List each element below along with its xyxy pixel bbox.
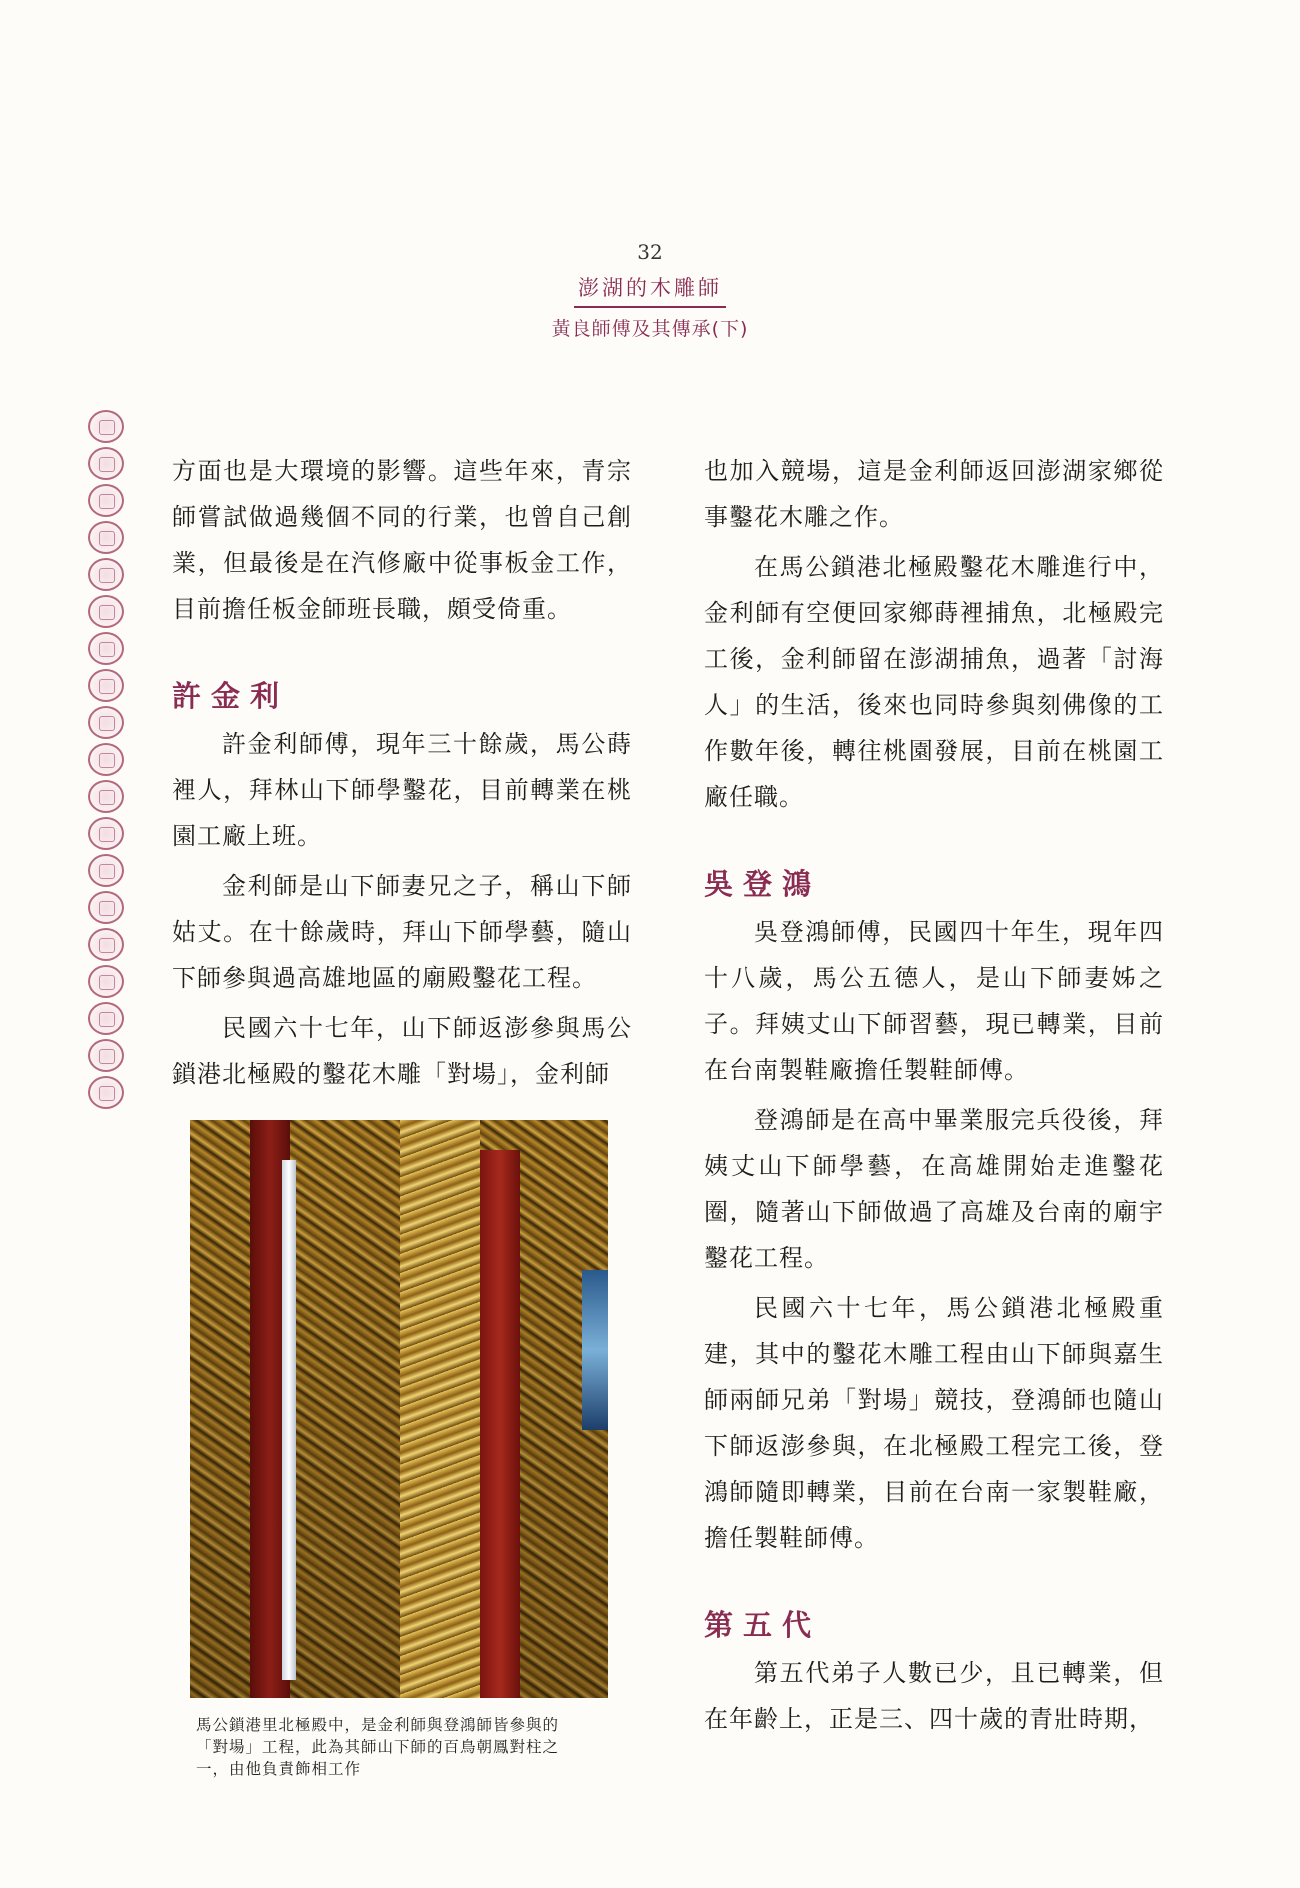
paragraph: 民國六十七年，山下師返澎參與馬公鎖港北極殿的鑿花木雕「對場」，金利師 bbox=[172, 1014, 632, 1088]
seal-icon bbox=[88, 928, 124, 961]
page-number: 32 bbox=[637, 240, 663, 264]
seal-icon bbox=[88, 521, 124, 554]
decorative-seal-strip bbox=[88, 410, 128, 1113]
chapter-title: 黃良師傅及其傳承(下) bbox=[551, 318, 749, 340]
seal-icon bbox=[88, 817, 124, 850]
seal-icon bbox=[88, 484, 124, 517]
seal-icon bbox=[88, 780, 124, 813]
paragraph: 方面也是大環境的影響。這些年來，青宗師嘗試做過幾個不同的行業，也曾自己創業，但最後是在汽修廠中從事板金工作，目前擔任板金師班長職，頗受倚重。 bbox=[172, 457, 632, 623]
section-heading-wu-denghong: 吳登鴻 bbox=[704, 867, 822, 901]
paragraph: 金利師是山下師妻兄之子，稱山下師姑丈。在十餘歲時，拜山下師學藝，隨山下師參與過高雄地區的廟殿鑿花工程。 bbox=[172, 872, 632, 992]
seal-icon bbox=[88, 854, 124, 887]
photo-white-strip bbox=[282, 1160, 296, 1680]
seal-icon bbox=[88, 669, 124, 702]
seal-icon bbox=[88, 595, 124, 628]
seal-icon bbox=[88, 410, 124, 443]
seal-icon bbox=[88, 632, 124, 665]
section-heading-fifth-generation: 第五代 bbox=[704, 1608, 822, 1642]
right-column bbox=[704, 448, 1164, 1742]
seal-icon bbox=[88, 706, 124, 739]
book-title: 澎湖的木雕師 bbox=[574, 272, 726, 308]
left-column bbox=[172, 448, 632, 1097]
photo-red-panel bbox=[480, 1150, 520, 1698]
caption-line: 馬公鎖港里北極殿中，是金利師與登鴻師皆參與的 bbox=[196, 1716, 560, 1734]
paragraph: 民國六十七年，馬公鎖港北極殿重建，其中的鑿花木雕工程由山下師與嘉生師兩師兄弟「對場」競技，登鴻師也隨山下師返澎參與，在北極殿工程完工後，登鴻師隨即轉業，目前在台南一家製鞋廠，擔任製鞋師傅。 bbox=[704, 1294, 1164, 1552]
paragraph: 在馬公鎖港北極殿鑿花木雕進行中，金利師有空便回家鄉蒔裡捕魚，北極殿完工後，金利師留在澎湖捕魚，過著「討海人」的生活，後來也同時參與刻佛像的工作數年後，轉往桃園發展，目前在桃園工廠任職。 bbox=[704, 553, 1164, 811]
caption-line: 一，由他負責飾相工作 bbox=[196, 1760, 362, 1778]
seal-icon bbox=[88, 891, 124, 924]
seal-icon bbox=[88, 743, 124, 776]
seal-icon bbox=[88, 447, 124, 480]
paragraph: 也加入競場，這是金利師返回澎湖家鄉從事鑿花木雕之作。 bbox=[704, 457, 1164, 531]
seal-icon bbox=[88, 1076, 124, 1109]
seal-icon bbox=[88, 965, 124, 998]
caption-line: 「對場」工程，此為其師山下師的百鳥朝鳳對柱之 bbox=[196, 1738, 560, 1756]
section-heading-xu-jinli: 許金利 bbox=[172, 679, 290, 713]
seal-icon bbox=[88, 1039, 124, 1072]
photo-carved-column bbox=[400, 1120, 480, 1698]
seal-icon bbox=[88, 1002, 124, 1035]
temple-carving-photo bbox=[190, 1120, 608, 1698]
photo-caption bbox=[196, 1714, 616, 1780]
photo-blue-accent bbox=[582, 1270, 608, 1430]
page-header bbox=[0, 240, 1300, 341]
paragraph: 吳登鴻師傅，民國四十年生，現年四十八歲，馬公五德人，是山下師妻姊之子。拜姨丈山下師習藝，現已轉業，目前在台南製鞋廠擔任製鞋師傅。 bbox=[704, 918, 1164, 1084]
paragraph: 第五代弟子人數已少，且已轉業，但在年齡上，正是三、四十歲的青壯時期， bbox=[704, 1659, 1164, 1733]
paragraph: 登鴻師是在高中畢業服完兵役後，拜姨丈山下師學藝，在高雄開始走進鑿花圈，隨著山下師做過了高雄及台南的廟宇鑿花工程。 bbox=[704, 1106, 1164, 1272]
paragraph: 許金利師傅，現年三十餘歲，馬公蒔裡人，拜林山下師學鑿花，目前轉業在桃園工廠上班。 bbox=[172, 730, 632, 850]
seal-icon bbox=[88, 558, 124, 591]
